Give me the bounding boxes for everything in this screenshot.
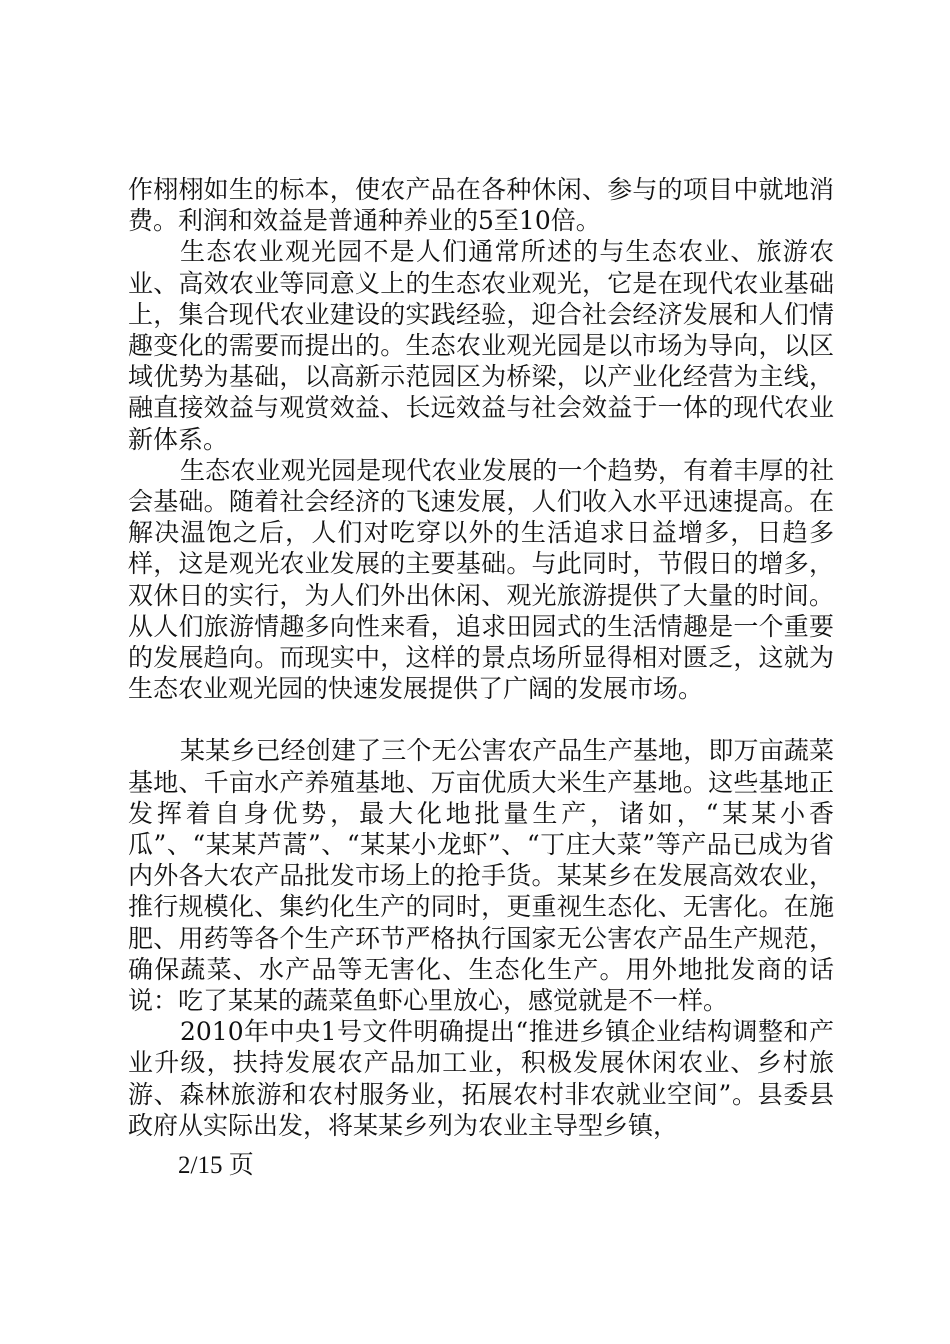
paragraph-1: 作栩栩如生的标本，使农产品在各种休闲、参与的项目中就地消费。利润和效益是普通种养业的5至10倍。 [128, 175, 834, 236]
paragraph-3: 生态农业观光园是现代农业发展的一个趋势，有着丰厚的社会基础。随着社会经济的飞速发展，人们收入水平迅速提高。在解决温饱之后，人们对吃穿以外的生活追求日益增多，日趋多样，这是观光农业发展的主要基础。与此同时，节假日的增多，双休日的实行，为人们外出休闲、观光旅游提供了大量的时间。从人们旅游情趣多向性来看，追求田园式的生活情趣是一个重要的发展趋向。而现实中，这样的景点场所显得相对匮乏，这就为生态农业观光园的快速发展提供了广阔的发展市场。 [128, 455, 834, 704]
paragraph-4: 某某乡已经创建了三个无公害农产品生产基地，即万亩蔬菜基地、千亩水产养殖基地、万亩优质大米生产基地。这些基地正发挥着自身优势，最大化地批量生产，诸如，“某某小香瓜”、“某某芦蒿”、“某某小龙虾”、“丁庄大菜”等产品已成为省内外各大农产品批发市场上的抢手货。某某乡在发展高效农业，推行规模化、集约化生产的同时，更重视生态化、无害化。在施肥、用药等各个生产环节严格执行国家无公害农产品生产规范，确保蔬菜、水产品等无害化、生态化生产。用外地批发商的话说：吃了某某的蔬菜鱼虾心里放心，感觉就是不一样。 [128, 736, 834, 1016]
document-body [128, 174, 834, 1141]
paragraph-2: 生态农业观光园不是人们通常所述的与生态农业、旅游农业、高效农业等同意义上的生态农业观光，它是在现代农业基础上，集合现代农业建设的实践经验，迎合社会经济发展和人们情趣变化的需要而提出的。生态农业观光园是以市场为导向，以区域优势为基础，以高新示范园区为桥梁，以产业化经营为主线，融直接效益与观赏效益、长远效益与社会效益于一体的现代农业新体系。 [128, 237, 834, 454]
page-number: 2/15 页 [178, 1152, 254, 1179]
paragraph-5: 2010年中央1号文件明确提出“推进乡镇企业结构调整和产业升级，扶持发展农产品加工业，积极发展休闲农业、乡村旅游、森林旅游和农村服务业，拓展农村非农就业空间”。县委县政府从实际出发，将某某乡列为农业主导型乡镇， [128, 1017, 834, 1140]
